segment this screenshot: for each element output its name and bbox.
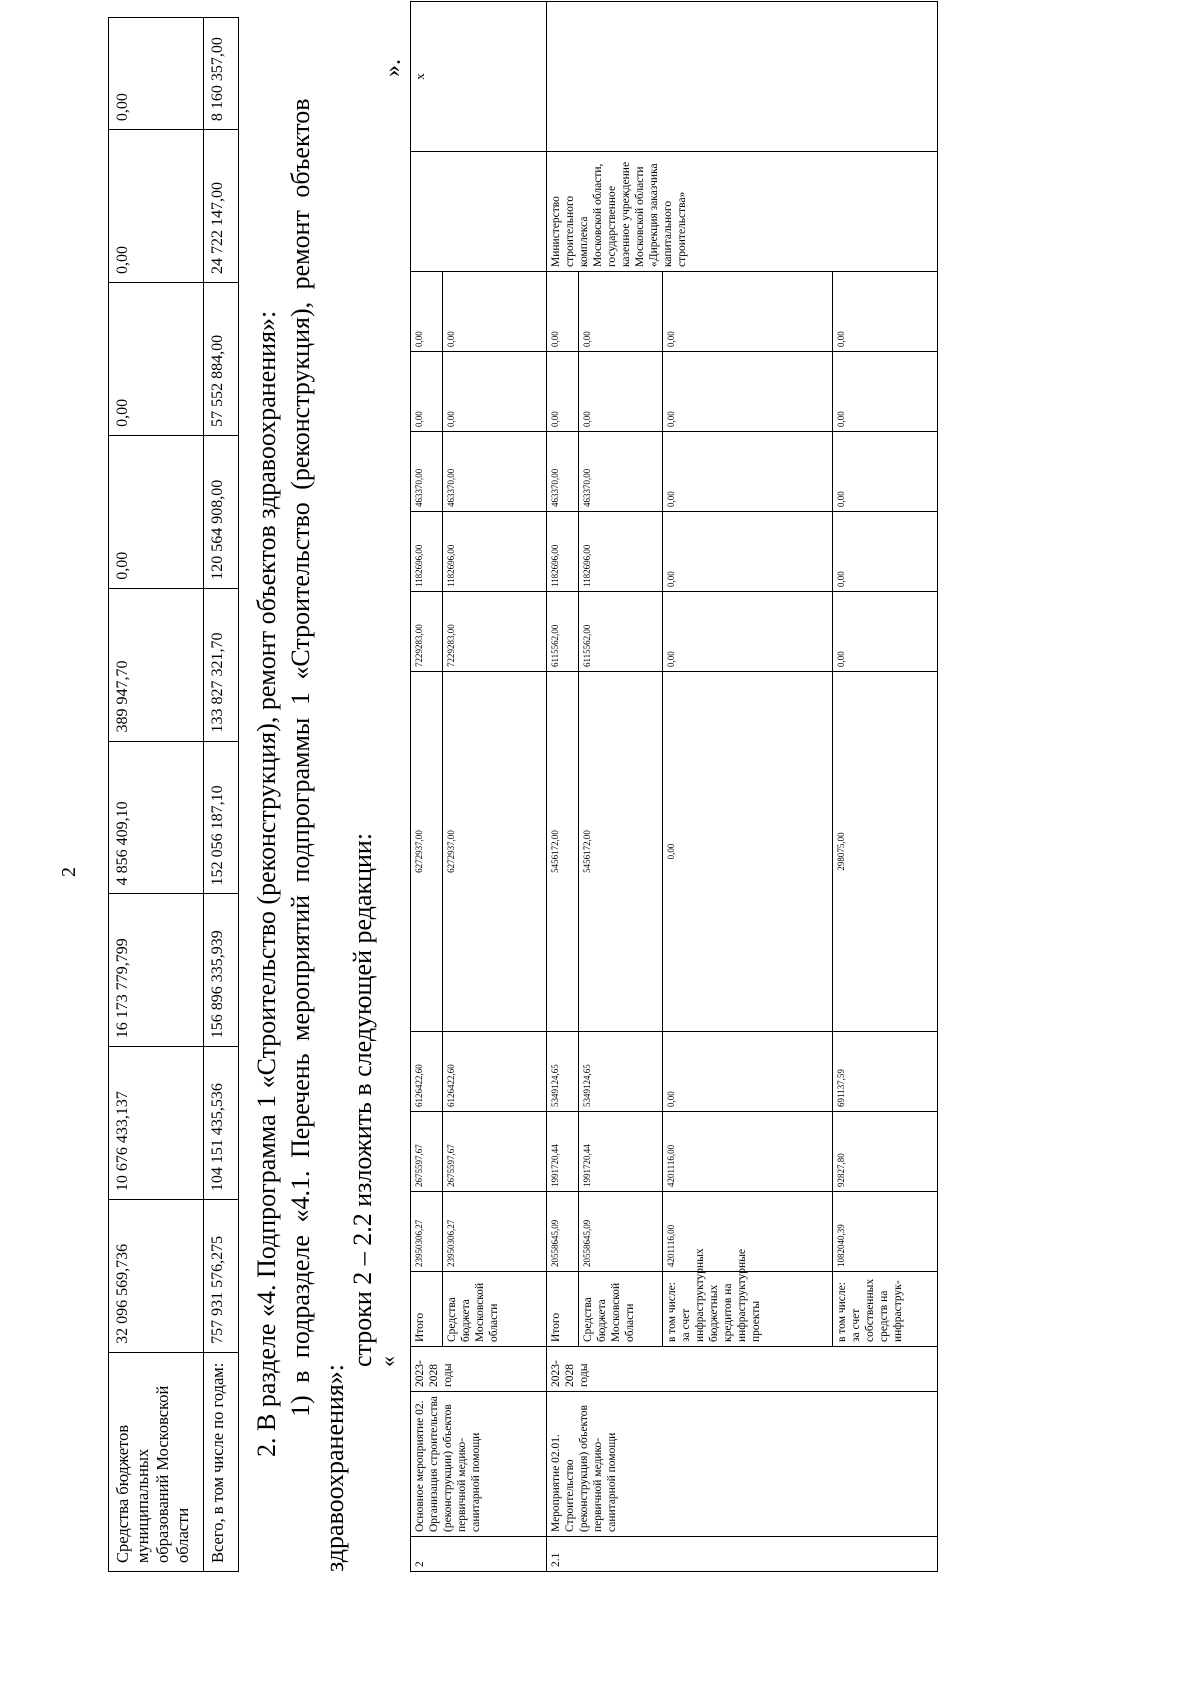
table-cell: 0,00: [443, 272, 547, 352]
funding-source: Средства бюджета Московской области: [443, 1272, 547, 1347]
table-cell: 2675597,67: [443, 1112, 547, 1192]
table-cell: 6126422,60: [443, 1032, 547, 1112]
table-cell: 0,00: [411, 272, 443, 352]
row-number: 2.1: [547, 1537, 938, 1572]
table-cell: 0,00: [663, 1032, 833, 1112]
table-cell: 0,00: [833, 512, 938, 592]
table-cell: 0,00: [547, 352, 579, 432]
table-cell: 1182696,00: [443, 512, 547, 592]
table-cell: 24 722 147,00: [204, 130, 239, 283]
funding-source: в том числе: за счет инфраструктурных бюджетных кредитов на инфраструктурные проекты: [663, 1272, 833, 1347]
executor-cell: Министерство строительного комплекса Московской области, государственное казенное учреждение Московской области «Дирекция заказчика капитального строительства»: [547, 152, 938, 272]
table-cell: 0,00: [109, 283, 204, 436]
table-cell: 0,00: [579, 352, 663, 432]
table-cell: 0,00: [833, 592, 938, 672]
funding-source: Средства бюджета Московской области: [579, 1272, 663, 1347]
table-cell: 0,00: [663, 352, 833, 432]
row-label: Средства бюджетов муниципальных образований Московской области: [109, 1352, 204, 1571]
table-cell: 0,00: [833, 272, 938, 352]
activity-name: Мероприятие 02.01. Строительство (реконструкция) объектов первичной медико-санитарной помощи: [547, 1392, 938, 1537]
table-cell: 0,00: [109, 435, 204, 588]
table-cell: 5349124,65: [579, 1032, 663, 1112]
table-cell: 0,00: [663, 592, 833, 672]
table-cell: 0,00: [663, 432, 833, 512]
table-row: [411, 2, 443, 1572]
table-cell: 6126422,60: [411, 1032, 443, 1112]
funding-source: Итого: [547, 1272, 579, 1347]
table-cell: 104 151 435,536: [204, 1047, 239, 1200]
table-cell: 4201116,00: [663, 1112, 833, 1192]
funding-source: в том числе: за счет собственных средств на инфраструк-: [833, 1272, 938, 1347]
table-cell: 32 096 569,736: [109, 1200, 204, 1353]
table-cell: 7229283,00: [411, 592, 443, 672]
paragraph-subsection-line1: 1) в подразделе «4.1. Перечень мероприятий подпрограммы 1 «Строительство (реконструкция), ремонт объектов: [286, 98, 315, 1417]
table-row: [109, 18, 204, 1572]
table-cell: 6115562,00: [547, 592, 579, 672]
paragraph-subsection-line2: здравоохранения»:: [320, 1363, 349, 1572]
table-cell: 0,00: [109, 18, 204, 130]
table-cell: 0,00: [411, 352, 443, 432]
table-cell: 6272937,00: [411, 672, 443, 1032]
activity-period: 2023-2028 годы: [547, 1347, 938, 1392]
table-cell: 0,00: [443, 352, 547, 432]
closing-quote: ».: [380, 59, 406, 77]
table-cell: 0,00: [663, 272, 833, 352]
table-cell: 6115562,00: [579, 592, 663, 672]
table-cell: 133 827 321,70: [204, 588, 239, 741]
table-cell: 23950306,27: [443, 1192, 547, 1272]
table-cell: 156 896 335,939: [204, 894, 239, 1047]
table-cell: 1182696,00: [411, 512, 443, 592]
table-row: [204, 18, 239, 1572]
table-cell-empty: [411, 152, 547, 272]
table-cell: 57 552 884,00: [204, 283, 239, 436]
funding-source: Итого: [411, 1272, 443, 1347]
table-cell: 463370,00: [547, 432, 579, 512]
table-cell: 0,00: [663, 512, 833, 592]
table-cell: 4201116,00: [663, 1192, 833, 1272]
table-cell: 1182696,00: [579, 512, 663, 592]
table-cell: 463370,00: [579, 432, 663, 512]
table-cell: 10 676 433,137: [109, 1047, 204, 1200]
table-cell: 0,00: [663, 672, 833, 1032]
table-cell: 0,00: [833, 432, 938, 512]
summary-table: [108, 17, 239, 1572]
table-cell: 5456172,00: [579, 672, 663, 1032]
activity-name: Основное мероприятие 02. Организация строительства (реконструкции) объектов первичной медико-санитарной помощи: [411, 1392, 547, 1537]
opening-quote: «: [375, 1356, 400, 1367]
table-cell: 1991720,44: [579, 1112, 663, 1192]
page-number: 2: [58, 867, 80, 877]
table-cell: 463370,00: [411, 432, 443, 512]
table-cell: 152 056 187,10: [204, 741, 239, 894]
table-cell: 6272937,00: [443, 672, 547, 1032]
table-cell: 1991720,44: [547, 1112, 579, 1192]
table-cell: 5456172,00: [547, 672, 579, 1032]
table-cell: 23950306,27: [411, 1192, 443, 1272]
table-cell: 757 931 576,275: [204, 1200, 239, 1353]
table-cell: 0,00: [833, 352, 938, 432]
table-cell: 8 160 357,00: [204, 18, 239, 130]
table-row: [547, 2, 579, 1572]
table-cell: 389 947,70: [109, 588, 204, 741]
table-cell: 4 856 409,10: [109, 741, 204, 894]
paragraph-section-2: 2. В разделе «4. Подпрограмма 1 «Строительство (реконструкция), ремонт объектов здравоохранения»:: [252, 310, 281, 1457]
table-cell: 120 564 908,00: [204, 435, 239, 588]
result-cell-empty: [547, 2, 938, 152]
activities-table: [410, 1, 938, 1572]
table-cell: 0,00: [579, 272, 663, 352]
table-cell: 92827,80: [833, 1112, 938, 1192]
row-number: 2: [411, 1537, 547, 1572]
table-cell: 20558645,09: [579, 1192, 663, 1272]
table-cell: 1182696,00: [547, 512, 579, 592]
table-cell: 1082040,39: [833, 1192, 938, 1272]
table-cell: 298075,00: [833, 672, 938, 1032]
table-cell: 7229283,00: [443, 592, 547, 672]
table-cell: 20558645,09: [547, 1192, 579, 1272]
row-label: Всего, в том числе по годам:: [204, 1352, 239, 1571]
table-cell: 2675597,67: [411, 1112, 443, 1192]
table-cell: 16 173 779,799: [109, 894, 204, 1047]
table-cell: 0,00: [109, 130, 204, 283]
table-cell: 5349124,65: [547, 1032, 579, 1112]
activity-period: 2023-2028 годы: [411, 1347, 547, 1392]
table-cell: 463370,00: [443, 432, 547, 512]
table-cell: 691137,59: [833, 1032, 938, 1112]
table-cell: 0,00: [547, 272, 579, 352]
paragraph-rows-instruction: строки 2 – 2.2 изложить в следующей редакции:: [348, 832, 377, 1367]
result-cell: x: [411, 2, 547, 152]
